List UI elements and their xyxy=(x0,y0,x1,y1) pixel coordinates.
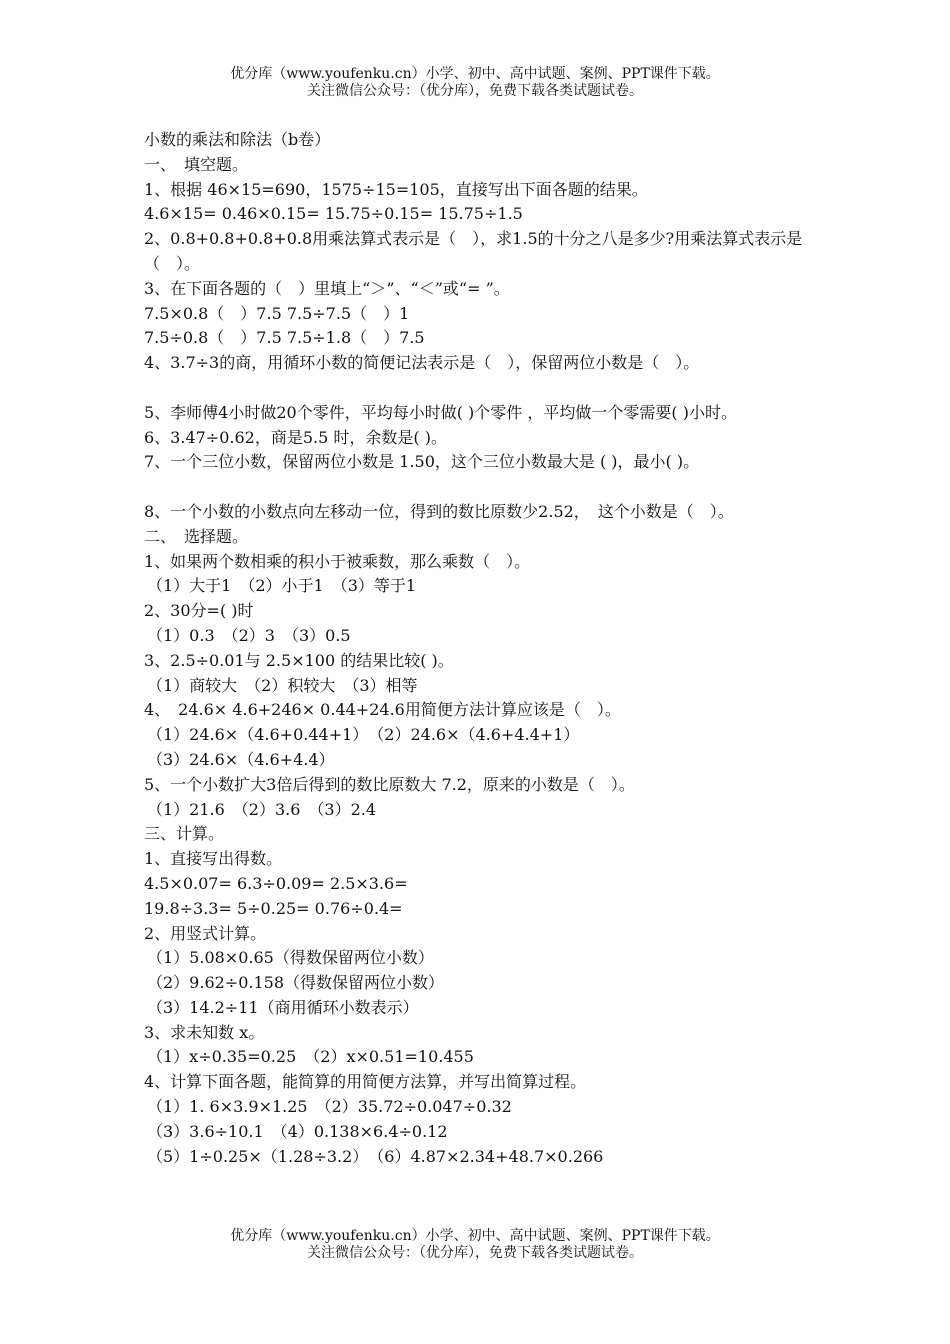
answer-options: （1）24.6×（4.6+0.44+1） （2）24.6×（4.6+4.4+1） xyxy=(147,725,580,745)
sub-question: （2）9.62÷0.158（得数保留两位小数） xyxy=(147,973,445,993)
question-text: 1、直接写出得数。 xyxy=(144,849,283,869)
page-footer xyxy=(0,1228,950,1262)
sub-question: （5）1÷0.25×（1.28÷3.2） （6）4.87×2.34+48.7×0.266 xyxy=(147,1146,604,1166)
question-text: 2、30分=( )时 xyxy=(144,601,254,621)
spacer xyxy=(144,376,824,401)
section-1-heading: 一、 填空题。 xyxy=(144,154,249,174)
question-text: 4、计算下面各题，能简算的用简便方法算，并写出简算过程。 xyxy=(144,1072,587,1092)
answer-options: （1）21.6 （2）3.6 （3）2.4 xyxy=(147,799,377,819)
document-body xyxy=(144,128,824,1169)
question-text: 1、如果两个数相乘的积小于被乘数，那么乘数（ ）。 xyxy=(144,551,531,571)
document-title: 小数的乘法和除法（b卷） xyxy=(144,130,331,149)
question-text: 3、求未知数 x。 xyxy=(144,1022,265,1042)
question-text: 19.8÷3.3= 5÷0.25= 0.76÷0.4= xyxy=(144,898,403,918)
question-text: 3、2.5÷0.01与 2.5×100 的结果比较( )。 xyxy=(144,650,454,670)
question-text: 4、3.7÷3的商，用循环小数的简便记法表示是（ ），保留两位小数是（ ）。 xyxy=(144,353,700,373)
footer-line-2: 关注微信公众号：（优分库），免费下载各类试题试卷。 xyxy=(307,1245,643,1261)
answer-options: （1）大于1 （2）小于1 （3）等于1 xyxy=(147,576,417,596)
answer-options: （3）24.6×（4.6+4.4） xyxy=(147,749,335,769)
header-line-1: 优分库（www.youfenku.cn）小学、初中、高中试题、案例、PPT课件下载。 xyxy=(230,66,720,82)
section-2-heading: 二、 选择题。 xyxy=(144,526,249,546)
sub-question: （1）x÷0.35=0.25 （2）x×0.51=10.455 xyxy=(147,1047,474,1067)
header-line-2: 关注微信公众号：（优分库），免费下载各类试题试卷。 xyxy=(307,83,643,99)
question-text: 1、根据 46×15=690，1575÷15=105，直接写出下面各题的结果。 xyxy=(144,179,648,199)
question-text: 4、 24.6× 4.6+246× 0.44+24.6用简便方法计算应该是（ ）。 xyxy=(144,700,621,720)
question-text: 2、用竖式计算。 xyxy=(144,923,267,943)
question-text: 3、在下面各题的（ ）里填上“＞”、“＜”或“= ”。 xyxy=(144,278,510,298)
page-header xyxy=(0,66,950,100)
question-text: 6、3.47÷0.62，商是5.5 时，余数是( )。 xyxy=(144,427,447,447)
question-text: 4.6×15= 0.46×0.15= 15.75÷0.15= 15.75÷1.5 xyxy=(144,204,523,224)
question-text: 7、一个三位小数，保留两位小数是 1.50，这个三位小数最大是 ( )，最小( )。 xyxy=(144,452,700,472)
spacer xyxy=(144,475,824,500)
question-text: 5、一个小数扩大3倍后得到的数比原数大 7.2，原来的小数是（ ）。 xyxy=(144,774,635,794)
question-text: 5、李师傅4小时做20个零件，平均每小时做( )个零件 ，平均做一个零需要( )小时。 xyxy=(144,402,737,422)
footer-line-1: 优分库（www.youfenku.cn）小学、初中、高中试题、案例、PPT课件下载。 xyxy=(230,1228,720,1244)
answer-options: （1）0.3 （2）3 （3）0.5 xyxy=(147,625,351,645)
sub-question: （3）14.2÷11（商用循环小数表示） xyxy=(147,997,419,1017)
question-text: 2、0.8+0.8+0.8+0.8用乘法算式表示是（ ），求1.5的十分之八是多少?用乘法算式表示是（ ）。 xyxy=(144,229,803,273)
question-text: 7.5÷0.8（ ）7.5 7.5÷1.8（ ）7.5 xyxy=(144,328,425,348)
sub-question: （1）1. 6×3.9×1.25 （2）35.72÷0.047÷0.32 xyxy=(147,1097,512,1117)
section-3-heading: 三、计算。 xyxy=(144,824,225,844)
sub-question: （1）5.08×0.65（得数保留两位小数） xyxy=(147,948,434,968)
question-text: 8、一个小数的小数点向左移动一位，得到的数比原数少2.52， 这个小数是（ ）。 xyxy=(144,501,734,521)
sub-question: （3）3.6÷10.1 （4）0.138×6.4÷0.12 xyxy=(147,1121,448,1141)
answer-options: （1）商较大 （2）积较大 （3）相等 xyxy=(147,675,418,695)
question-text: 4.5×0.07= 6.3÷0.09= 2.5×3.6= xyxy=(144,873,408,893)
question-text: 7.5×0.8（ ）7.5 7.5÷7.5（ ）1 xyxy=(144,303,410,323)
